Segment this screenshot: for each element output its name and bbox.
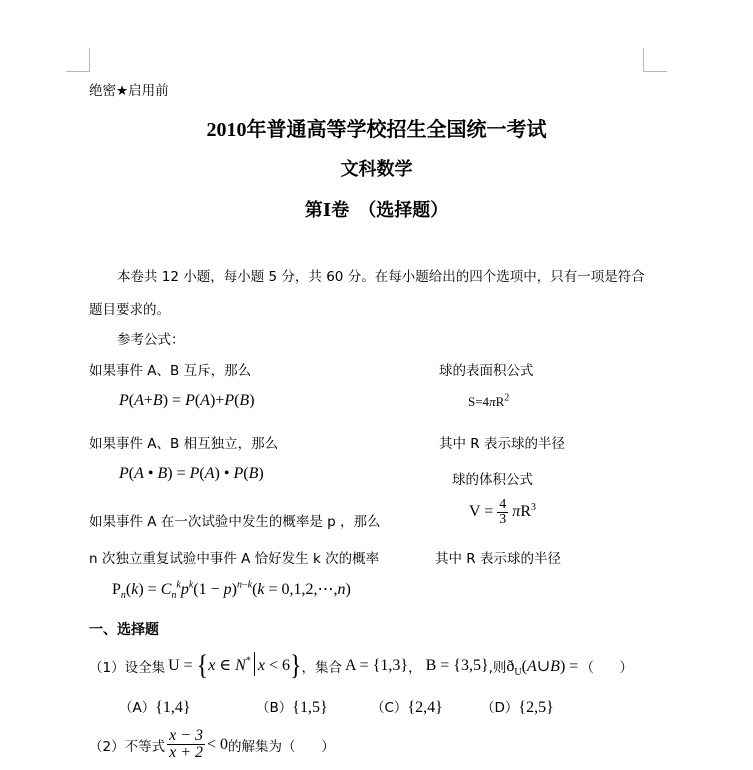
question-2-relation: < 0 (207, 735, 229, 753)
option-a-label: （A） (119, 700, 156, 716)
page-corner-mark-right (643, 48, 644, 72)
intro-line-2: 题目要求的。 (89, 302, 170, 318)
formula-independent: P(A • B) = P(A) • P(B) (119, 465, 264, 482)
formula-sphere-area: $S=4\pi R^2$ (468, 392, 510, 409)
question-1-option-b[interactable] (256, 696, 328, 717)
formula-sphere-volume: V = $\frac{4}{3}$ $\pi R^3$ (469, 497, 536, 527)
question-2-fraction (167, 728, 205, 761)
formula-label-probability-p: 如果事件 A 在一次试验中发生的概率是 p ，那么 (89, 514, 381, 530)
option-b-label: （B） (256, 700, 293, 716)
question-1-option-d[interactable] (481, 696, 554, 717)
question-2-blank: （ ） (282, 738, 335, 755)
question-1-set-b: B = {3,5} (425, 657, 489, 674)
question-1-set-a: A = {1,3} (345, 657, 409, 674)
option-d-label: （D） (481, 700, 519, 716)
question-1-prefix: 设全集 (124, 660, 166, 676)
formula-label-independent: 如果事件 A、B 相互独立，那么 (89, 436, 279, 452)
exam-title: 2010年普通高等学校招生全国统一考试 (206, 119, 547, 141)
question-2-prefix: 不等式 (124, 738, 166, 755)
question-2-numerator: x − 3 (169, 727, 203, 744)
formula-label-sphere-volume: 球的体积公式 (452, 472, 533, 488)
question-1-mid3: ,则 (488, 660, 507, 676)
question-2 (89, 728, 335, 761)
question-1-option-a[interactable] (119, 696, 191, 717)
formula-label-binomial: n 次独立重复试验中事件 A 恰好发生 k 次的概率 (89, 551, 380, 567)
section-heading: 一、选择题 (89, 622, 159, 638)
option-c-label: （C） (371, 700, 408, 716)
formula-label-exclusive: 如果事件 A、B 互斥，那么 (89, 363, 252, 379)
formula-heading: 参考公式： (117, 332, 185, 348)
option-b-value: {1,5} (292, 699, 328, 716)
question-1-mid1: ，集合 (301, 660, 342, 676)
question-1 (89, 652, 633, 680)
formula-label-radius-1: 其中 R 表示球的半径 (439, 436, 565, 452)
question-1-number: （1） (89, 660, 125, 676)
question-1-expression: $ð_U(A\cup B)$ = (506, 658, 579, 679)
question-1-mid2: ， (408, 660, 422, 676)
confidential-label: 绝密★启用前 (89, 83, 169, 99)
intro-line-1: 本卷共 12 小题，每小题 5 分，共 60 分。在每小题给出的四个选项中，只有一项是符合 (117, 269, 645, 285)
page-corner-mark-left (89, 48, 90, 72)
question-1-set-u: U = {x ∈ N* x < 6} (168, 650, 302, 682)
page-corner-mark-left (66, 71, 90, 72)
page-corner-mark-right (643, 71, 667, 72)
question-2-denominator: x + 2 (169, 744, 203, 761)
option-d-value: {2,5} (518, 699, 554, 716)
formula-label-sphere-area: 球的表面积公式 (439, 363, 534, 379)
formula-binomial: $P_n(k) = C_n^kp^k(1 - p)^{n-k}(k$ = 0,1,2,⋯,n) (112, 579, 351, 602)
exam-subtitle: 文科数学 (340, 159, 413, 179)
question-1-blank: （ ） (580, 660, 634, 676)
section-title: 第Ⅰ卷 （选择题） (304, 200, 449, 220)
question-1-option-c[interactable] (371, 696, 443, 717)
option-a-value: {1,4} (155, 699, 191, 716)
question-2-number: （2） (89, 738, 125, 755)
option-c-value: {2,4} (407, 699, 443, 716)
formula-label-radius-2: 其中 R 表示球的半径 (435, 551, 561, 567)
question-2-suffix: 的解集为 (228, 738, 283, 755)
formula-exclusive: P(A+B) = P(A)+P(B) (119, 392, 255, 409)
